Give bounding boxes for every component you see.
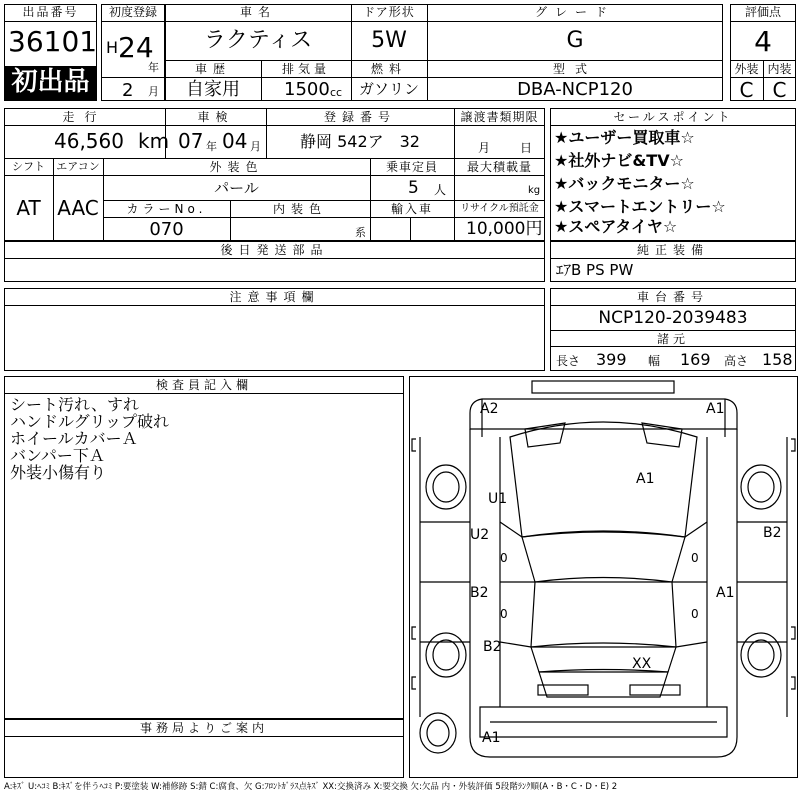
legend: A:ｷｽﾞ U:ﾍｺﾐ B:ｷｽﾞを伴うﾍｺﾐ P:要塗装 W:補修跡 S:錆 C:腐食、欠 G:ﾌﾛﾝﾄｶﾞﾗｽ点ｷｽﾞ XX:交換済み X:要交換 欠:欠品 内・外装評価 5段階ﾗﾝｸ順(A・B・C・D・E) 2 [4, 782, 618, 792]
inspector-line-5: 外装小傷有り [10, 463, 107, 482]
zero-mark-3: 0 [691, 551, 699, 565]
sales-point-2: ★社外ナビ&TV☆ [554, 151, 684, 170]
zero-mark-2: 0 [500, 607, 508, 621]
color-no-value: 070 [149, 219, 184, 240]
interior-value: C [772, 78, 787, 102]
door-value: 5W [371, 28, 407, 53]
inspector-line-2: ハンドルグリップ破れ [10, 412, 170, 431]
recycle-value: 10,000円 [466, 219, 543, 239]
first-reg-month-unit: 月 [148, 85, 159, 98]
sales-point-1: ★ユーザー買取車☆ [554, 128, 695, 147]
inspection-header: 車検 [197, 110, 234, 124]
shift-header: シフト [12, 160, 45, 173]
sales-point-3: ★バックモニター☆ [554, 174, 695, 193]
model-header: 型式 [552, 62, 597, 76]
damage-mark-front-right: A1 [706, 401, 725, 417]
lot-number-header: 出品番号 [22, 5, 79, 19]
sales-points-header: セールスポイント [613, 110, 733, 124]
zero-mark-1: 0 [500, 551, 508, 565]
interior-color-header: 内装色 [272, 202, 327, 216]
vehicle-name-header: 車名 [239, 5, 276, 19]
damage-mark-roof-rear: XX [632, 656, 652, 672]
notes-header: 注意事項欄 [229, 290, 320, 304]
door-header: ドア形状 [363, 5, 415, 19]
height-label: 高さ [724, 354, 749, 368]
seats-unit: 人 [434, 183, 447, 197]
inspection-year: 07 [178, 129, 204, 153]
length-label: 長さ [556, 354, 581, 368]
car-diagram-icon [410, 377, 797, 777]
chassis-value: NCP120-2039483 [598, 308, 748, 328]
inspector-line-4: バンパー下Ａ [10, 446, 105, 465]
damage-mark-left-rear-door: B2 [470, 585, 489, 601]
first-reg-year: 24 [118, 31, 154, 64]
mileage-header: 走行 [62, 110, 107, 124]
inspection-month-unit: 月 [250, 140, 261, 153]
history-value: 自家用 [186, 79, 240, 100]
vehicle-name: ラクティス [203, 28, 313, 53]
inspection-year-unit: 年 [206, 140, 217, 153]
inspector-header: 検査員記入欄 [155, 378, 252, 392]
transfer-header: 譲渡書類期限 [460, 110, 539, 124]
inspection-month: 04 [222, 129, 248, 153]
reg-header: 登録番号 [323, 110, 396, 124]
inspector-line-1: シート汚れ、すれ [10, 395, 139, 414]
dims-header: 諸元 [656, 332, 689, 346]
first-reg-month: 2 [122, 80, 134, 101]
interior-header: 内装 [767, 62, 792, 76]
exterior-value: C [739, 78, 754, 102]
first-reg-year-unit: 年 [148, 61, 159, 74]
interior-color-unit: 系 [355, 226, 366, 239]
damage-mark-right-rear-door: A1 [716, 585, 735, 601]
exterior-header: 外装 [734, 62, 759, 76]
seats-header: 乗車定員 [385, 160, 438, 174]
fuel-value: ガソリン [358, 80, 419, 98]
transfer-day-unit: 日 [520, 141, 533, 155]
displacement-value: 1500 [284, 79, 330, 100]
shift-value: AT [16, 196, 41, 220]
height-value: 158 [762, 350, 793, 369]
rating-score: 4 [754, 25, 772, 58]
damage-mark-rear: A1 [482, 730, 501, 746]
damage-mark-left-front: U1 [488, 491, 508, 507]
rating-header: 評価点 [744, 5, 781, 19]
damage-mark-left-door: U2 [470, 527, 490, 543]
fuel-header: 燃料 [370, 62, 407, 76]
equipment-header: 純正装備 [636, 243, 709, 257]
first-reg-era: H [106, 38, 119, 57]
damage-mark-hood: A1 [636, 471, 655, 487]
damage-mark-left-rear: B2 [483, 639, 502, 655]
seats-value: 5 [408, 178, 419, 198]
color-value: パール [214, 179, 259, 197]
zero-mark-4: 0 [691, 607, 699, 621]
damage-mark-front-left: A2 [480, 401, 499, 417]
inspector-line-3: ホイールカバーＡ [10, 429, 138, 448]
later-parts-header: 後日発送部品 [220, 243, 329, 257]
history-header: 車歴 [194, 62, 231, 76]
grade-value: G [566, 28, 584, 53]
width-value: 169 [680, 350, 711, 369]
displacement-unit: cc [330, 86, 343, 99]
color-header: 外装色 [209, 160, 264, 174]
sales-point-5: ★スペアタイヤ☆ [554, 217, 678, 236]
first-listing-label: 初出品 [11, 67, 90, 97]
damage-mark-right-front: B2 [763, 525, 782, 541]
first-reg-header: 初度登録 [108, 5, 157, 19]
mileage-value: 46,560 [54, 129, 124, 153]
equipment-value: ｴｱB PS PW [556, 261, 634, 279]
ac-value: AAC [57, 196, 99, 220]
load-header: 最大積載量 [466, 160, 532, 174]
office-header: 事務局よりご案内 [139, 721, 268, 735]
ac-header: エアコン [56, 160, 100, 173]
reg-value: 静岡 542ア 32 [300, 132, 420, 151]
color-no-header: カラーNo. [126, 202, 207, 216]
recycle-header: リサイクル預託金 [460, 203, 539, 214]
mileage-unit: km [138, 129, 170, 153]
length-value: 399 [596, 350, 627, 369]
sales-point-4: ★スマートエントリー☆ [554, 197, 726, 216]
lot-number: 36101 [8, 25, 98, 58]
import-header: 輸入車 [390, 202, 433, 216]
displacement-header: 排気量 [281, 62, 330, 76]
damage-map [409, 376, 798, 778]
grade-header: グレード [534, 5, 615, 19]
transfer-month-unit: 月 [478, 141, 491, 155]
model-value: DBA-NCP120 [517, 79, 633, 100]
load-unit: kg [528, 185, 541, 196]
chassis-header: 車台番号 [636, 290, 709, 304]
width-label: 幅 [648, 354, 661, 368]
